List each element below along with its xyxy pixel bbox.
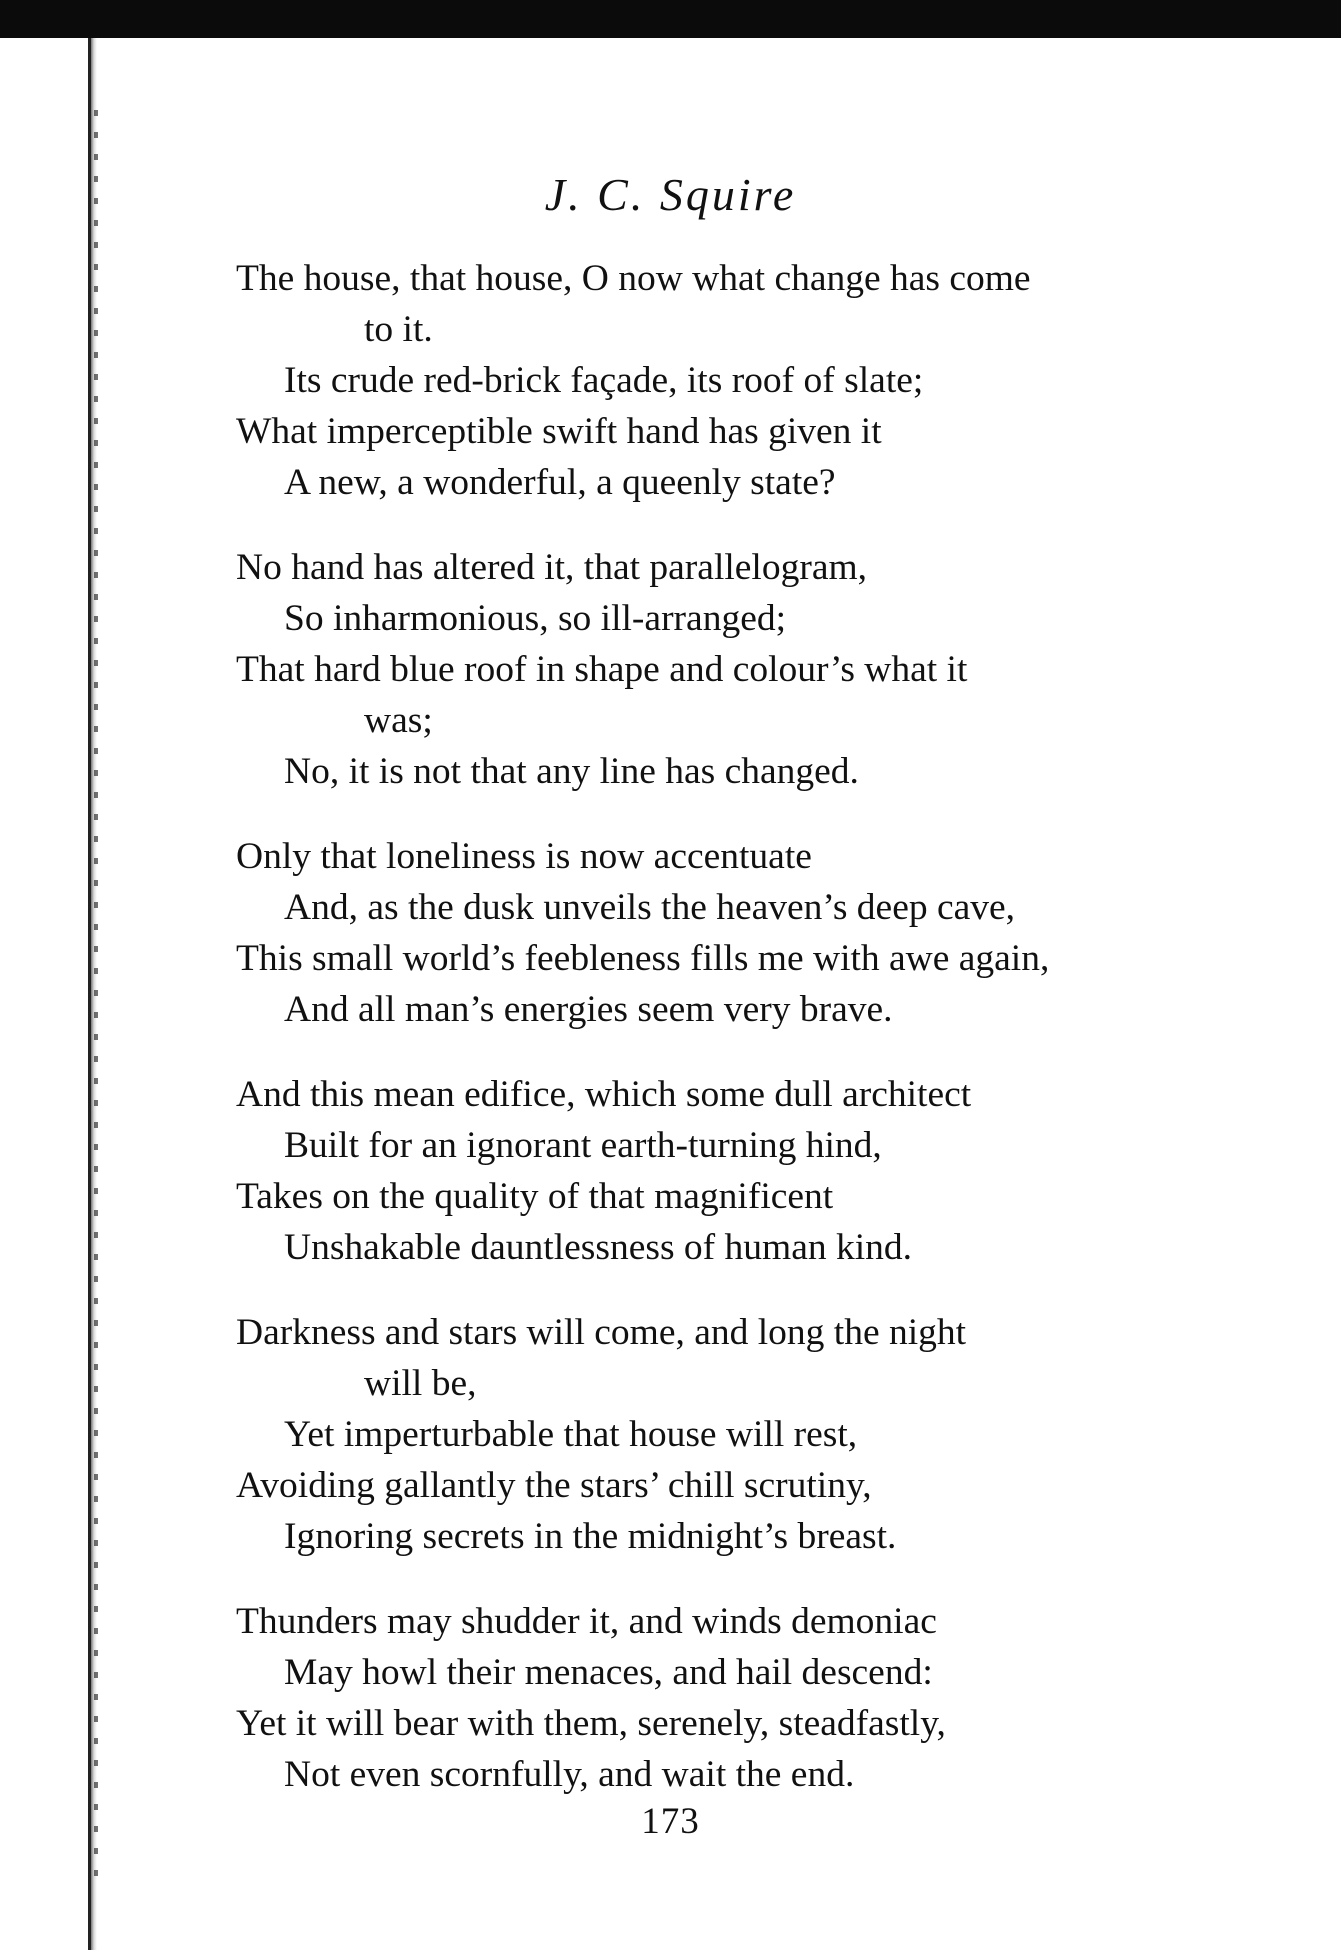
poem-line-text: Avoiding gallantly the stars’ chill scrutiny,	[236, 1465, 872, 1506]
stanza	[236, 1069, 1196, 1273]
binding-thread-marks	[94, 110, 98, 1890]
stanza	[236, 542, 1196, 797]
poem-line	[236, 542, 1196, 593]
poem-line-text: Darkness and stars will come, and long the night	[236, 1312, 967, 1353]
poem-line-text: That hard blue roof in shape and colour’s what it	[236, 649, 968, 690]
poem-body	[236, 253, 1196, 1834]
poem-line-text: And this mean edifice, which some dull architect	[236, 1074, 972, 1115]
running-head-author: J. C. Squire	[544, 169, 797, 220]
poem-line	[236, 593, 1196, 644]
poem-line-text: May howl their menaces, and hail descend:	[284, 1652, 933, 1693]
page-number: 173	[641, 1801, 700, 1842]
poem-line	[236, 1647, 1196, 1698]
poem-line-turnover: was;	[364, 700, 433, 741]
poem-line	[236, 355, 1196, 406]
poem-line-text: No hand has altered it, that parallelogram,	[236, 547, 868, 588]
stanza	[236, 1307, 1196, 1562]
poem-line	[236, 933, 1196, 984]
top-edge-shadow	[0, 0, 1341, 38]
poem-line-text: Yet it will bear with them, serenely, steadfastly,	[236, 1703, 946, 1744]
poem-line	[236, 831, 1196, 882]
poem-line	[236, 1307, 1196, 1409]
poem-line	[236, 1120, 1196, 1171]
poem-line-text: And all man’s energies seem very brave.	[284, 989, 893, 1030]
poem-line-text: Yet imperturbable that house will rest,	[284, 1414, 858, 1455]
poem-line-text: So inharmonious, so ill-arranged;	[284, 598, 787, 639]
poem-line	[236, 1596, 1196, 1647]
poem-line	[236, 1460, 1196, 1511]
poem-line-text: This small world’s feebleness fills me with awe again,	[236, 938, 1050, 979]
stanza	[236, 831, 1196, 1035]
poem-line	[236, 1749, 1196, 1800]
poem-line	[236, 1409, 1196, 1460]
poem-line	[236, 1698, 1196, 1749]
poem-line-text: Not even scornfully, and wait the end.	[284, 1754, 855, 1795]
poem-line	[236, 253, 1196, 355]
poem-line-text: Thunders may shudder it, and winds demoniac	[236, 1601, 937, 1642]
poem-line	[236, 746, 1196, 797]
poem-line-text: What imperceptible swift hand has given it	[236, 411, 882, 452]
poem-line-text: The house, that house, O now what change has come	[236, 258, 1031, 299]
poem-line-text: Unshakable dauntlessness of human kind.	[284, 1227, 913, 1268]
stanza	[236, 1596, 1196, 1800]
poem-line	[236, 984, 1196, 1035]
poem-line	[236, 457, 1196, 508]
stanza	[236, 253, 1196, 508]
poem-line	[236, 1171, 1196, 1222]
poem-line-text: A new, a wonderful, a queenly state?	[284, 462, 836, 503]
poem-line-text: Only that loneliness is now accentuate	[236, 836, 812, 877]
poem-line-text: And, as the dusk unveils the heaven’s deep cave,	[284, 887, 1016, 928]
poem-line-text: Its crude red-brick façade, its roof of slate;	[284, 360, 924, 401]
poem-line	[236, 644, 1196, 746]
poem-line	[236, 1222, 1196, 1273]
poem-line-text: Built for an ignorant earth-turning hind,	[284, 1125, 882, 1166]
poem-line-text: No, it is not that any line has changed.	[284, 751, 859, 792]
poem-line-text: Takes on the quality of that magnificent	[236, 1176, 834, 1217]
poem-line-turnover: to it.	[364, 309, 433, 350]
poem-line	[236, 1069, 1196, 1120]
poem-line	[236, 1511, 1196, 1562]
poem-line	[236, 882, 1196, 933]
poem-line-text: Ignoring secrets in the midnight’s breast.	[284, 1516, 897, 1557]
poem-line	[236, 406, 1196, 457]
poem-line-turnover: will be,	[364, 1363, 477, 1404]
